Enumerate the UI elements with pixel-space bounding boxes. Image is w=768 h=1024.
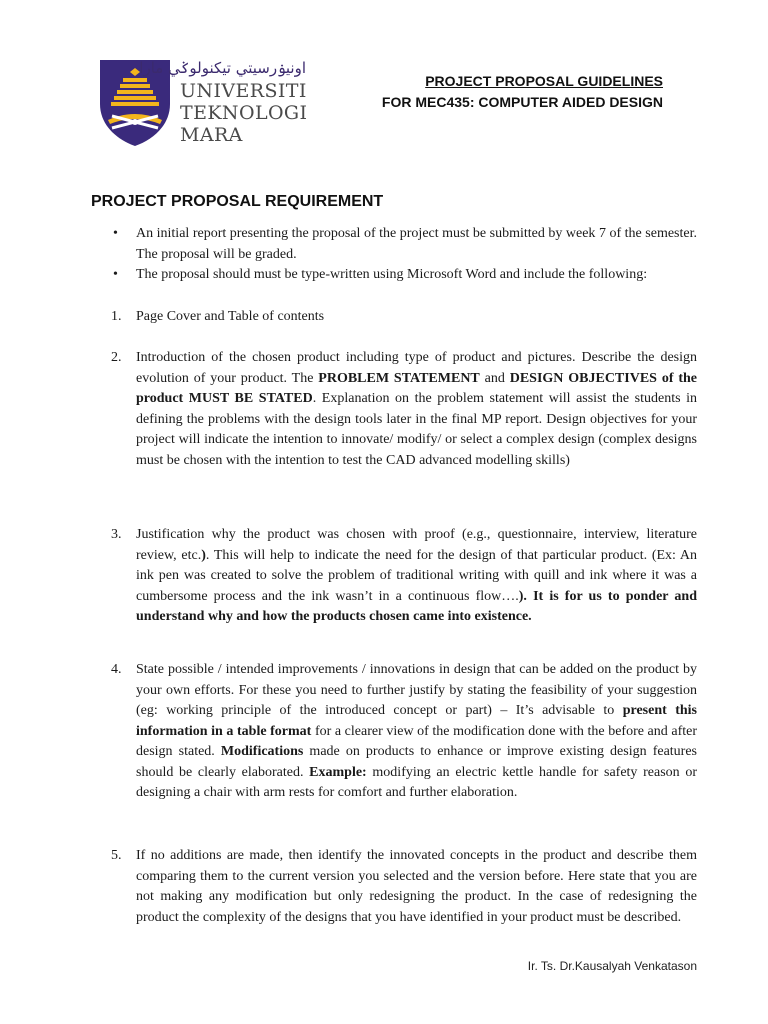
bold-text-run: present this information in a table format — [136, 703, 698, 739]
text-run: made on products to enhance or improve existing design features should be clearly elaborated. — [136, 744, 697, 780]
item-number: 1. — [111, 309, 122, 324]
text-run: The proposal should must be type-written using Microsoft Word and include the following: — [136, 267, 648, 282]
bullet-item — [136, 224, 697, 265]
text-run: for a clearer view of the modification done with the before and after design stated. — [136, 723, 697, 759]
bold-text-run: ). It is for us to ponder and understand why and how the products chosen came into existence. — [136, 588, 697, 624]
text-run: . Explanation on the problem statement will assist the students in defining the problems with the design tools later in the final MP report. Design objectives for your project will indicate the intention to innovate/ modify/ or select a complex design (complex designs must be chosen with the intention to test the CAD advanced modelling skills) — [136, 391, 697, 468]
text-run: Justification why the product was chosen with proof (e.g., questionnaire, interview, literature review, etc. — [136, 527, 697, 563]
text-run: Introduction of the chosen product including type of product and pictures. Describe the design evolution of your product. The — [136, 350, 697, 386]
list-item-improvements — [136, 660, 697, 804]
bold-text-run: ) — [201, 547, 206, 563]
text-run: . This will help to indicate the need for the design of that particular product. (Ex: An ink pen was created to solve the problem of traditional writing with quill and ink where it was a cumbersome process and the ink wasn’t in a continuous flow…. — [136, 547, 698, 604]
text-run: If no additions are made, then identify the innovated concepts in the product and describe them comparing them to the current version you selected and the version before. Here state that you are not making any modification but only redesigning the product. In the case of redesigning the product the complexity of the designs that you have identified in your product must be described. — [136, 848, 697, 925]
list-item-justification — [136, 525, 697, 628]
document-title: PROJECT PROPOSAL GUIDELINES — [425, 73, 663, 89]
item-number: 3. — [111, 527, 122, 542]
text-run: An initial report presenting the proposal of the project must be submitted by week 7 of the semester. The proposal will be graded. — [136, 226, 697, 262]
list-item-page-cover — [136, 307, 697, 328]
bullet-item — [136, 265, 697, 286]
bold-text-run: PROBLEM STATEMENT — [318, 370, 480, 386]
bold-text-run: Example: — [309, 764, 367, 780]
logo-line-universiti: UNIVERSITI — [180, 80, 307, 102]
item-number: 5. — [111, 848, 122, 863]
bold-text-run: DESIGN OBJECTIVES of the product MUST BE STATED — [136, 370, 697, 406]
logo-line-mara: MARA — [180, 124, 243, 146]
text-run: Page Cover and Table of contents — [136, 309, 325, 324]
text-run: State possible / intended improvements / innovations in design that can be added on the product by your own efforts. For these you need to further justify by stating the feasibility of your suggestion (eg: working principle of the introduced concept or part) – It’s advisable to — [136, 662, 697, 718]
bullet-icon: • — [113, 226, 118, 241]
list-item-introduction — [136, 348, 697, 471]
section-heading: PROJECT PROPOSAL REQUIREMENT — [91, 193, 384, 210]
item-number: 2. — [111, 350, 122, 365]
author-footer: Ir. Ts. Dr.Kausalyah Venkatason — [527, 959, 697, 973]
text-run: modifying an electric kettle handle for safety reason or designing a chair with arm rests for comfort and further elaboration. — [136, 764, 697, 800]
logo-arabic-text: اونيۏرسيتي تيکنولوݢي مارا — [139, 59, 306, 77]
logo-line-teknologi: TEKNOLOGI — [180, 102, 308, 124]
university-logo — [96, 58, 308, 148]
course-title: FOR MEC435: COMPUTER AIDED DESIGN — [381, 94, 663, 110]
list-item-redesign — [136, 846, 697, 928]
item-number: 4. — [111, 662, 122, 677]
bold-text-run: Modifications — [220, 744, 304, 759]
bullet-icon: • — [113, 267, 118, 282]
text-run: and — [479, 370, 510, 386]
